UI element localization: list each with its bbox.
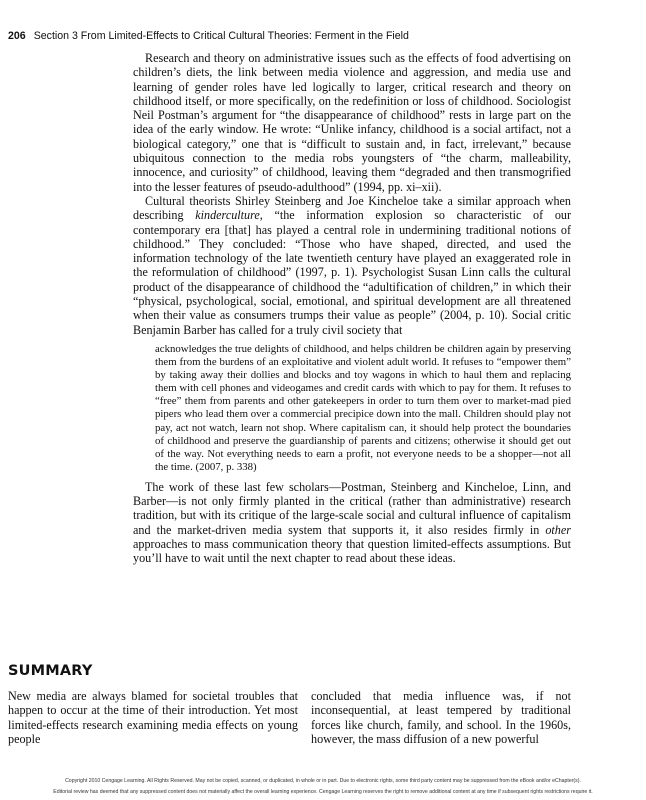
paragraph-2-part-a: Cultural theorists Shirley Steinberg and Joe Kincheloe take a similar approach when describing	[133, 193, 571, 223]
summary-heading: SUMMARY	[8, 663, 93, 679]
other-term: other	[545, 522, 571, 537]
summary-left-column: New media are always blamed for societal troubles that happen to occur at the time of their introduction. Yet most limited-effects research examining media effects on young people	[8, 689, 298, 746]
copyright-footer-line-1: Copyright 2010 Cengage Learning. All Rights Reserved. May not be copied, scanned, or duplicated, in whole or in part. Due to electronic rights, some third party content may be suppressed from the eBook and/or eChapter(s).	[65, 778, 581, 784]
summary-right-column: concluded that media influence was, if not inconsequential, at least tempered by traditional forces like church, family, and school. In the 1960s, however, the mass diffusion of a new powerful	[311, 689, 571, 746]
block-quote-text: acknowledges the true delights of childhood, and helps children be children again by preserving them from the burdens of an exploitative and violent adult world. It refuses to “empower them” by taking away their dollies and blocks and toy wagons in which to haul them and replacing them with cell phones and videogames and credit cards with which to pay for them. It refuses to “free” them from parents and other gatekeepers in order to turn them over to market-mad pied pipers who lead them over a commercial precipice down into the mall. Children should play not pay, act not watch, learn not shop. Where capitalism can, it should help protect the boundaries of childhood and preserve the guardianship of parents and citizens; otherwise it should get out of the way. Not everything needs to earn a profit, not everyone needs to be a shopper—not all the time. (2007, p. 338)	[155, 342, 571, 473]
paragraph-2-part-b: “the information explosion so characteristic of our contemporary era [that] has played a central role in undermining traditional notions of childhood.” They concluded: “Those who have shaped, directed, and used the information technology of the late twentieth century have played an exaggerated role in the reformulation of childhood” (1997, p. 1). Psychologist Susan Linn calls the cultural product of the disappearance of childhood the “adultification of children,” in which their “physical, psychological, social, emotional, and spiritual development are all threatened when their value as consumers trumps their value as people” (2004, p. 10). Social critic Benjamin Barber has called for a truly civil society that	[133, 208, 572, 337]
paragraph-3-part-a: The work of these last few scholars—Postman, Steinberg and Kincheloe, Linn, and Barber—is not only firmly planted in the critical (rather than administrative) research tradition, but with its critique of the large-scale social and cultural influence of capitalism and the market-driven media system that supports it, it also resides firmly in	[133, 479, 571, 537]
running-header	[8, 30, 409, 42]
block-quote	[155, 343, 571, 474]
main-text	[133, 51, 571, 566]
paragraph-1: Research and theory on administrative issues such as the effects of food advertising on children’s diets, the link between media violence and aggression, and media use and learning of gender roles have led logically to larger, critical research and theory on childhood itself, or more specifically, on the redefinition or loss of childhood. Sociologist Neil Postman’s argument for “the disappearance of childhood” rests in large part on the idea of the early window. He wrote: “Unlike infancy, childhood is a social artifact, not a biological category,” one that is “difficult to sustain and, in fact, irrelevant,” because ubiquitous connection to the media robs youngsters of “the charm, malleability, innocence, and curiosity” of childhood, leaving them “degraded and then transmogrified into the lesser features of pseudo-adulthood” (1994, pp. xi–xii).	[133, 51, 571, 194]
summary-columns	[8, 689, 571, 746]
kinderculture-term: kinderculture,	[195, 208, 263, 223]
paragraph-3-part-b: approaches to mass communication theory that question limited-effects assumptions. But you’ll have to wait until the next chapter to read about these ideas.	[133, 537, 571, 566]
copyright-footer-line-2: Editorial review has deemed that any suppressed content does not materially affect the overall learning experience. Cengage Learning reserves the right to remove additional content at any time if subsequent rights restrictions require it.	[53, 789, 593, 795]
page-number: 206	[8, 30, 26, 42]
running-title: Section 3 From Limited-Effects to Critical Cultural Theories: Ferment in the Field	[33, 30, 409, 42]
paragraph-3	[133, 480, 571, 566]
paragraph-2	[133, 194, 571, 337]
